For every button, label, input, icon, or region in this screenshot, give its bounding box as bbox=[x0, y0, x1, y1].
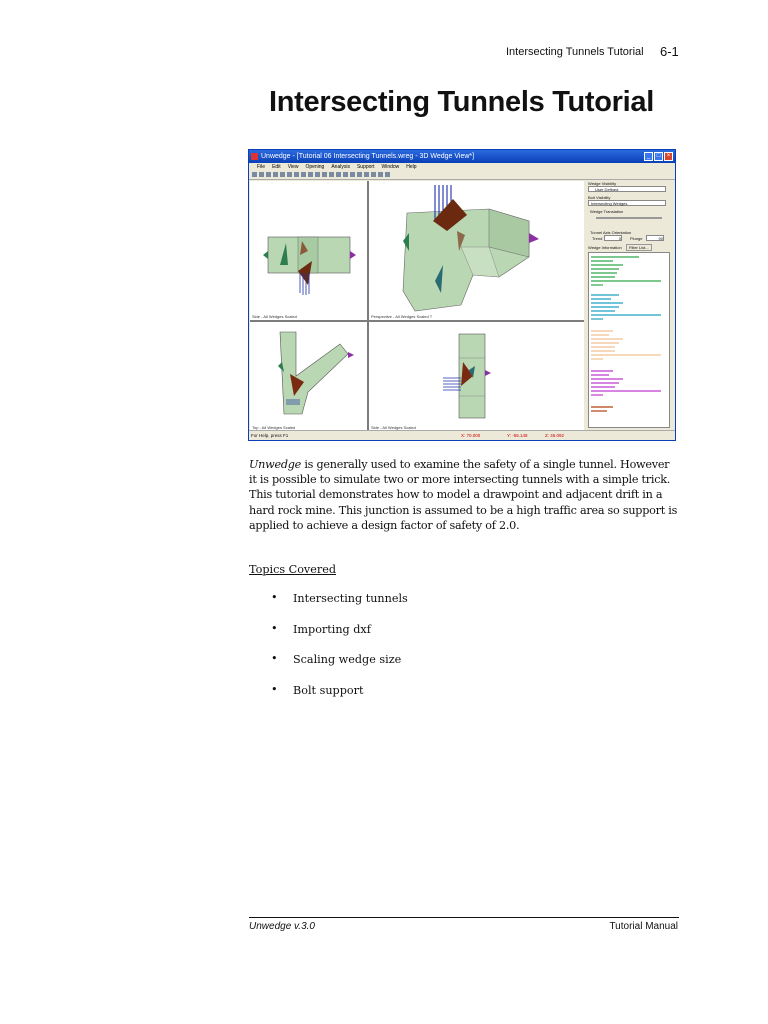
viewport-label: Perspective - All Wedges Scaled T bbox=[371, 314, 433, 319]
menu-support[interactable]: Support bbox=[356, 164, 375, 170]
menu-help[interactable]: Help bbox=[406, 164, 417, 170]
maximize-icon[interactable]: □ bbox=[654, 152, 663, 161]
bolt-visibility-select[interactable]: Intersecting Wedges bbox=[588, 200, 666, 206]
menu-file[interactable]: File bbox=[257, 164, 266, 170]
tool-icon[interactable] bbox=[301, 172, 306, 177]
tool-icon[interactable] bbox=[329, 172, 334, 177]
app-name: Unwedge bbox=[249, 458, 302, 471]
viewport-label: Side - All Wedges Scaled bbox=[252, 314, 297, 319]
plunge-input[interactable]: 90 bbox=[646, 235, 664, 241]
running-header-title: Intersecting Tunnels Tutorial bbox=[506, 46, 644, 58]
viewport-side-bottom-right[interactable] bbox=[369, 322, 584, 431]
viewport-label: Side - All Wedges Scaled bbox=[371, 425, 416, 430]
window-title: Unwedge - [Tutorial 06 Intersecting Tunnels.wreg - 3D Wedge View*] bbox=[261, 153, 475, 160]
intro-paragraph bbox=[249, 457, 679, 533]
tool-icon[interactable] bbox=[252, 172, 257, 177]
tool-icon[interactable] bbox=[371, 172, 376, 177]
wedge-translation-slider[interactable] bbox=[596, 217, 662, 219]
viewport-top-view[interactable] bbox=[250, 322, 367, 431]
topics-list bbox=[271, 592, 408, 714]
tool-icon[interactable] bbox=[308, 172, 313, 177]
page-number: 6-1 bbox=[660, 44, 679, 59]
footer-manual: Tutorial Manual bbox=[609, 921, 678, 932]
wedge-visibility-label: Wedge Visibility bbox=[588, 181, 617, 186]
tool-icon[interactable] bbox=[259, 172, 264, 177]
tool-icon[interactable] bbox=[378, 172, 383, 177]
sidebar-panel bbox=[586, 181, 675, 431]
trend-label: Trend bbox=[592, 236, 603, 241]
top-view-drawing bbox=[250, 322, 367, 431]
filter-list-button[interactable]: Filter List... bbox=[626, 244, 652, 251]
bolt-visibility-label: Bolt Visibility bbox=[588, 195, 611, 200]
viewport-grid bbox=[250, 181, 584, 431]
viewport-side-top-left[interactable] bbox=[250, 181, 367, 320]
tool-icon[interactable] bbox=[322, 172, 327, 177]
viewport-perspective[interactable] bbox=[369, 181, 584, 320]
toolbar bbox=[249, 171, 675, 180]
app-icon bbox=[251, 153, 258, 160]
status-help: For Help, press F1 bbox=[251, 433, 289, 438]
status-y: Y: -55.148 bbox=[507, 433, 528, 438]
minimize-icon[interactable]: _ bbox=[644, 152, 653, 161]
tool-icon[interactable] bbox=[336, 172, 341, 177]
tool-icon[interactable] bbox=[266, 172, 271, 177]
tool-icon[interactable] bbox=[357, 172, 362, 177]
side-view-drawing bbox=[250, 181, 367, 320]
list-item: • Importing dxf bbox=[271, 623, 408, 654]
list-item: • Bolt support bbox=[271, 684, 408, 715]
wedge-info-tab[interactable]: Wedge Information bbox=[588, 245, 622, 250]
menu-edit[interactable]: Edit bbox=[272, 164, 281, 170]
list-item: • Scaling wedge size bbox=[271, 653, 408, 684]
plunge-label: Plunge bbox=[630, 236, 643, 241]
software-screenshot bbox=[248, 149, 676, 441]
perspective-drawing bbox=[369, 181, 584, 320]
tool-icon[interactable] bbox=[280, 172, 285, 177]
menu-window[interactable]: Window bbox=[381, 164, 400, 170]
tool-icon[interactable] bbox=[315, 172, 320, 177]
window-titlebar bbox=[249, 150, 675, 163]
status-z: Z: 46.092 bbox=[545, 433, 565, 438]
viewport-label: Top - All Wedges Scaled bbox=[252, 425, 296, 430]
menu-view[interactable]: View bbox=[287, 164, 299, 170]
topics-heading: Topics Covered bbox=[249, 563, 336, 576]
tool-icon[interactable] bbox=[294, 172, 299, 177]
tool-icon[interactable] bbox=[273, 172, 278, 177]
footer-divider bbox=[249, 917, 679, 918]
menubar bbox=[249, 163, 675, 171]
wedge-info-text-lines bbox=[589, 253, 669, 427]
side-view-drawing-2 bbox=[369, 322, 584, 431]
footer-product: Unwedge v.3.0 bbox=[249, 921, 315, 932]
wedge-visibility-select[interactable]: User Defined bbox=[588, 186, 666, 192]
menu-opening[interactable]: Opening bbox=[305, 164, 325, 170]
wedge-info-list[interactable] bbox=[588, 252, 670, 428]
tool-icon[interactable] bbox=[287, 172, 292, 177]
list-item: • Intersecting tunnels bbox=[271, 592, 408, 623]
status-x: X: 70.000 bbox=[461, 433, 481, 438]
tool-icon[interactable] bbox=[343, 172, 348, 177]
tool-icon[interactable] bbox=[364, 172, 369, 177]
page-title: Intersecting Tunnels Tutorial bbox=[269, 86, 654, 118]
trend-input[interactable]: 0 bbox=[604, 235, 622, 241]
close-icon[interactable]: × bbox=[664, 152, 673, 161]
tool-icon[interactable] bbox=[350, 172, 355, 177]
wedge-translation-label: Wedge Translation bbox=[590, 209, 624, 214]
menu-analysis[interactable]: Analysis bbox=[331, 164, 350, 170]
tool-icon[interactable] bbox=[385, 172, 390, 177]
status-bar bbox=[249, 430, 675, 440]
tunnel-axis-label: Tunnel Axis Orientation bbox=[590, 230, 632, 235]
intro-text: is generally used to examine the safety of a single tunnel. However it is possible to simulate two or more intersecting tunnels with a simple trick. This tutorial demonstrates how to model a drawpoint and adjacent drift in a hard rock mine. This junction is assumed to be a high traffic area so support is applied to achieve a design factor of safety of 2.0. bbox=[249, 458, 678, 532]
